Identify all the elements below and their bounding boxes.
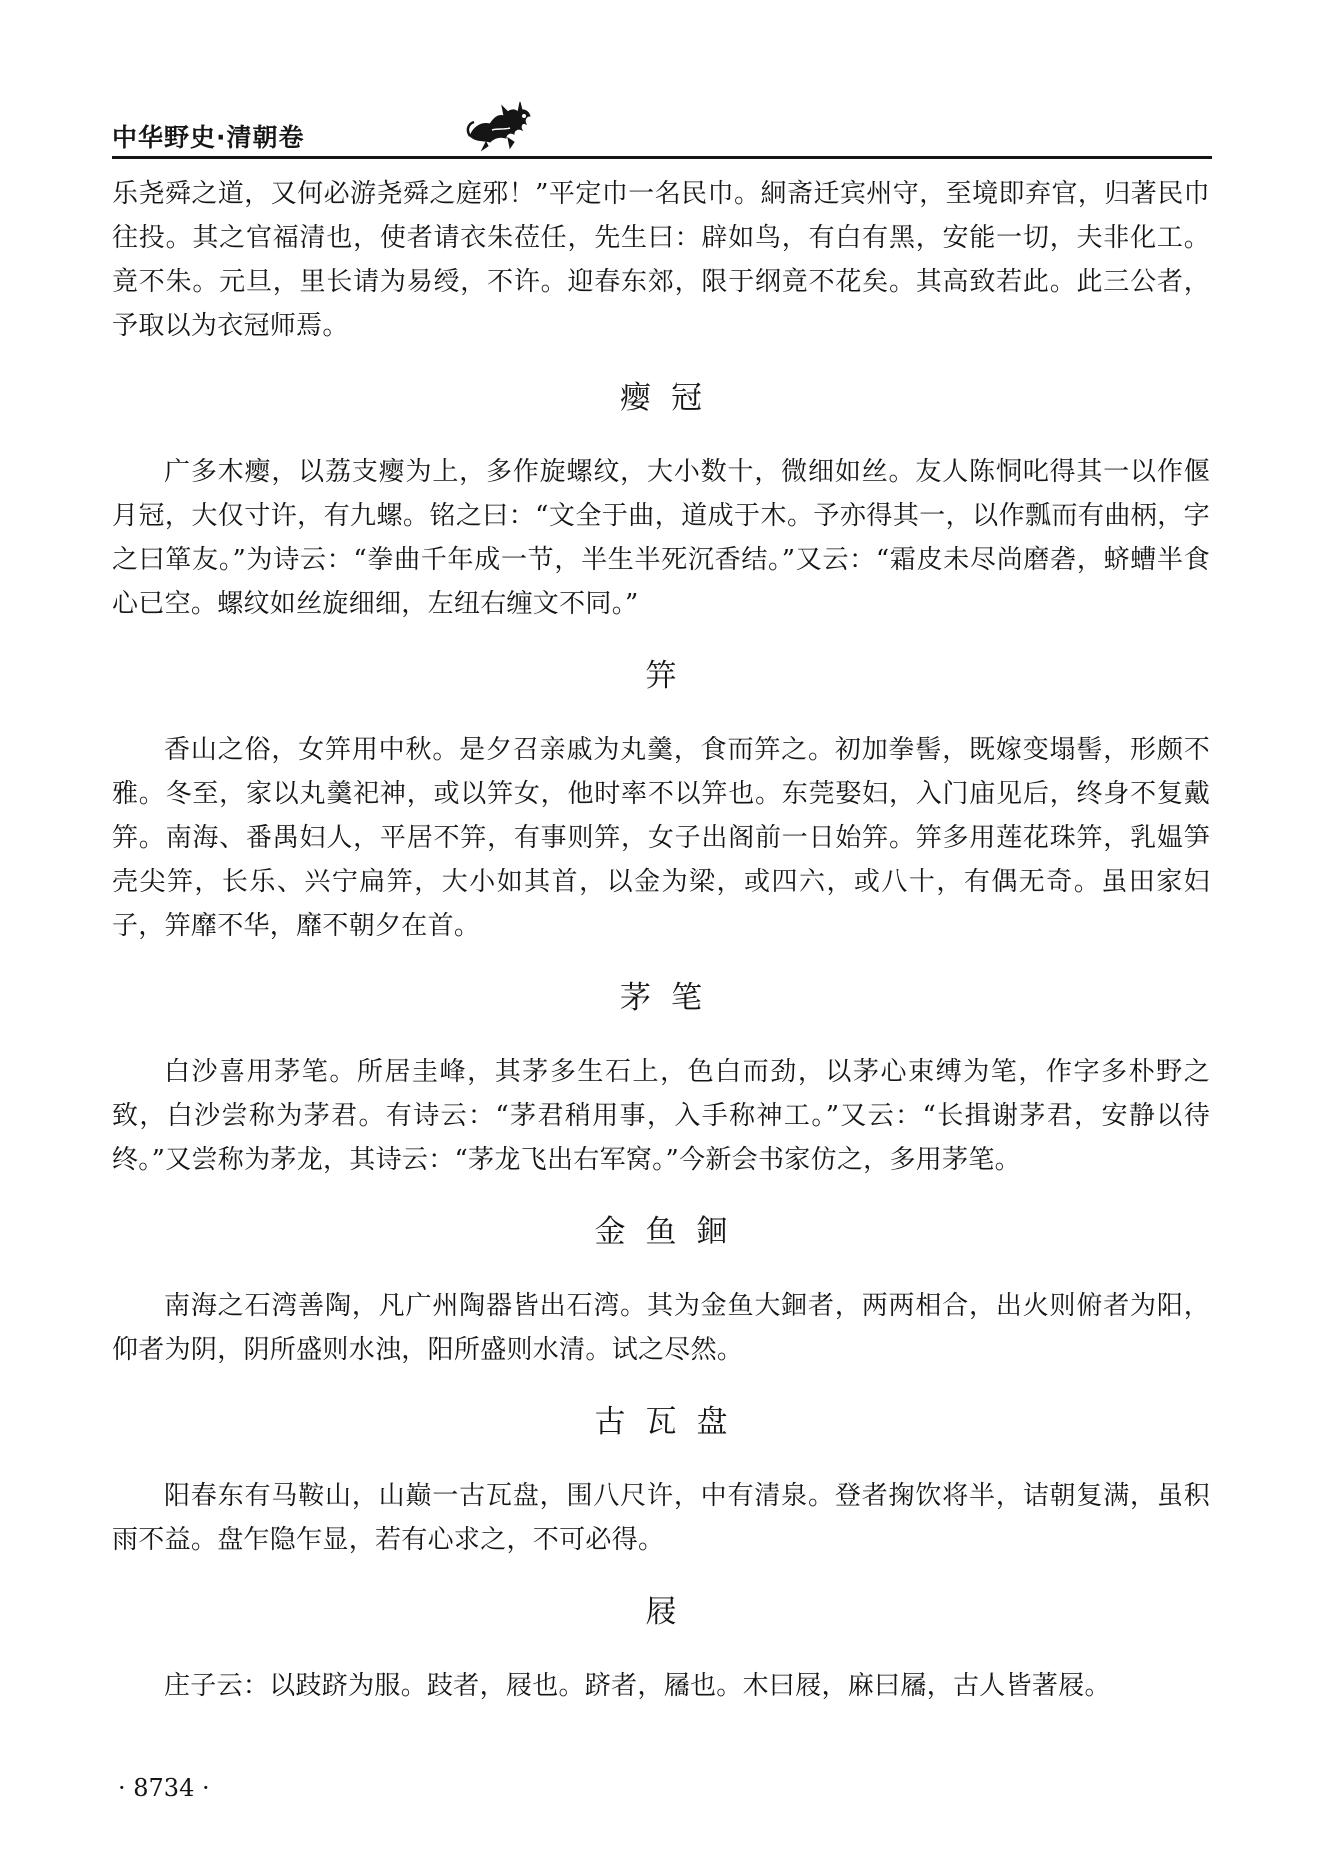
section-heading-yingguan: 瘿冠: [620, 380, 722, 416]
section-paragraph-maobi: 白沙喜用茅笔。所居圭峰，其茅多生石上，色白而劲，以茅心束缚为笔，作字多朴野之致，白沙尝称为茅君。有诗云：“茅君稍用事，入手称神工。”又云：“长揖谢茅君，安静以待终。”又尝称为茅龙，其诗云：“茅龙飞出右军窝。”今新会书家仿之，多用茅笔。: [112, 1057, 1210, 1175]
section-paragraph-ji: 香山之俗，女笄用中秋。是夕召亲戚为丸羹，食而笄之。初加拳髻，既嫁变塌髻，形颇不雅。冬至，家以丸羹祀神，或以笄女，他时率不以笄也。东莞娶妇，入门庙见后，终身不复戴笄。南海、番禺妇人，平居不笄，有事则笄，女子出阁前一日始笄。笄多用莲花珠笄，乳媪笋壳尖笄，长乐、兴宁扁笄，大小如其首，以金为梁，或四六，或八十，有偶无奇。虽田家妇子，笄靡不华，靡不朝夕在首。: [112, 735, 1210, 941]
section-paragraph-jinyu: 南海之石湾善陶，凡广州陶器皆出石湾。其为金鱼大䤧者，两两相合，出火则俯者为阳，仰者为阴，阴所盛则水浊，阳所盛则水清。试之尽然。: [112, 1291, 1210, 1365]
section-paragraph-ji-clog: 庄子云：以跂跻为服。跂者，屐也。跻者，屩也。木曰屐，麻曰屩，古人皆著屐。: [164, 1671, 1111, 1701]
section-heading-jinyu: 金鱼䤧: [594, 1214, 748, 1250]
section-heading-ji: 笄: [645, 658, 697, 694]
section-heading-ji-clog: 屐: [645, 1594, 697, 1630]
section-heading-maobi: 茅笔: [620, 980, 722, 1016]
page-number: · 8734 ·: [118, 1774, 210, 1802]
section-heading-guwapan: 古瓦盘: [594, 1404, 748, 1440]
section-paragraph-yingguan: 广多木瘿，以荔支瘿为上，多作旋螺纹，大小数十，微细如丝。友人陈恫叱得其一以作偃月冠，大仅寸许，有九螺。铭之曰：“文全于曲，道成于木。予亦得其一，以作瓢而有曲柄，字之曰箪友。”为诗云：“拳曲千年成一节，半生半死沉香结。”又云：“霜皮未尽尚磨砻，蛴螬半食心已空。螺纹如丝旋细细，左纽右缠文不同。”: [112, 457, 1210, 619]
header-rule: [112, 156, 1212, 159]
running-head: [112, 108, 1212, 158]
book-title: 中华野史·清朝卷: [112, 123, 305, 152]
section-paragraph-guwapan: 阳春东有马鞍山，山巅一古瓦盘，围八尺许，中有清泉。登者掬饮将半，诘朝复满，虽积雨不益。盘乍隐乍显，若有心求之，不可必得。: [112, 1481, 1210, 1555]
dragon-emblem-icon: [464, 96, 536, 152]
body-text: [112, 172, 1210, 1708]
intro-paragraph: 乐尧舜之道，又何必游尧舜之庭邪！”平定巾一名民巾。絅斋迁宾州守，至境即弃官，归著民巾往投。其之官福清也，使者请衣朱莅任，先生曰：辟如鸟，有白有黑，安能一切，夫非化工。竟不朱。元旦，里长请为易绶，不许。迎春东郊，限于纲竟不花矣。其高致若此。此三公者，予取以为衣冠师焉。: [112, 179, 1210, 341]
